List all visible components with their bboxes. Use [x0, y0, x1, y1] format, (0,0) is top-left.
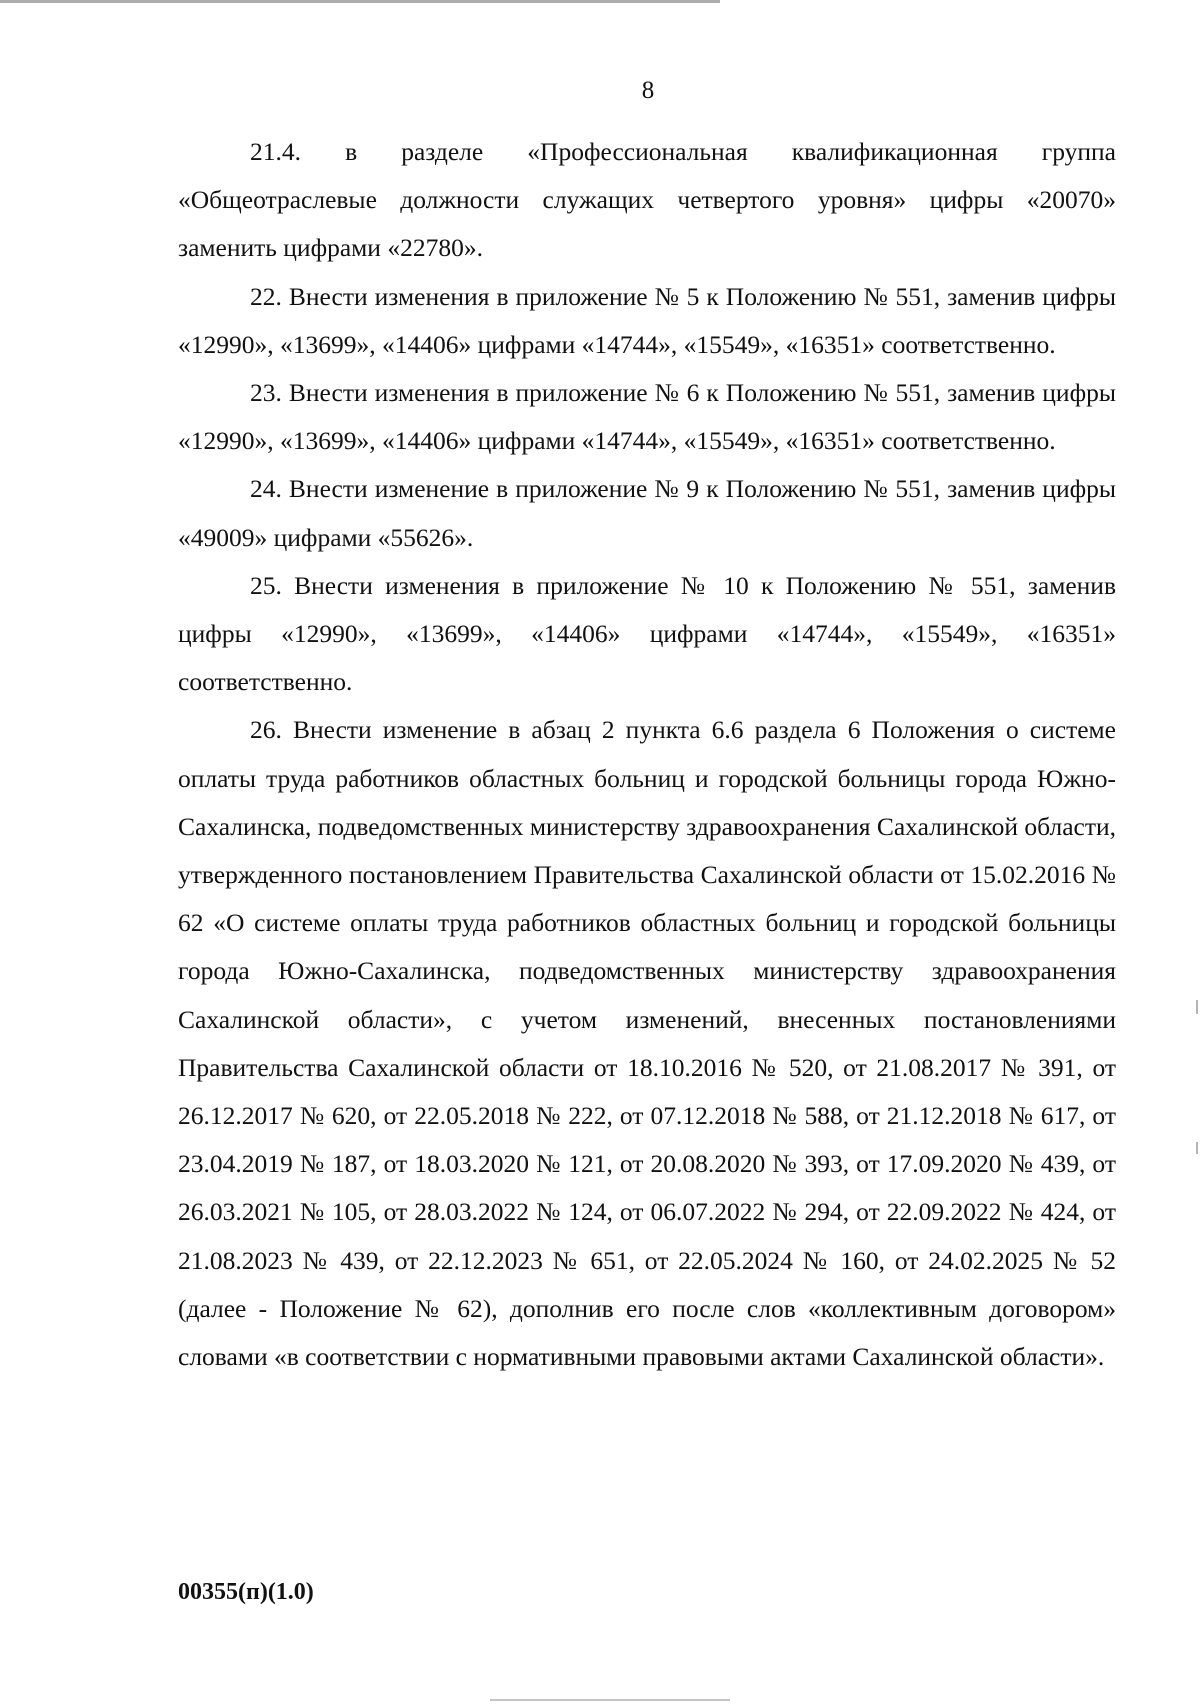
- document-body: [178, 128, 1116, 1381]
- scan-margin-mark: [1196, 1142, 1198, 1154]
- paragraph-21-4: 21.4. в разделе «Профессиональная квалификационная группа «Общеотраслевые должности служащих четвертого уровня» цифры «20070» заменить цифрами «22780».: [178, 137, 1116, 263]
- document-code: 00355(п)(1.0): [178, 1579, 314, 1605]
- paragraph-23: 23. Внести изменения в приложение № 6 к Положению № 551, заменив цифры «12990», «13699», «14406» цифрами «14744», «15549», «16351» соответственно.: [178, 378, 1116, 456]
- paragraph-24: 24. Внести изменение в приложение № 9 к Положению № 551, заменив цифры «49009» цифрами «55626».: [178, 474, 1116, 552]
- paragraph-25: 25. Внести изменения в приложение № 10 к Положению № 551, заменив цифры «12990», «13699», «14406» цифрами «14744», «15549», «16351» соответственно.: [178, 570, 1116, 697]
- page-number: 8: [641, 77, 655, 104]
- scan-bottom-edge: [490, 1699, 730, 1701]
- scan-margin-mark: [1196, 1000, 1198, 1014]
- paragraph-26: 26. Внести изменение в абзац 2 пункта 6.6 раздела 6 Положения о системе оплаты труда работников областных больниц и городской больницы города Южно-Сахалинска, подведомственных министерству здравоохранения Сахалинской области, утвержденного постановлением Правительства Сахалинской области от 15.02.2016 № 62 «О системе оплаты труда работников областных больниц и городской больницы города Южно-Сахалинска, подведомственных министерству здравоохранения Сахалинской области», с учетом изменений, внесенных постановлениями Правительства Сахалинской области от 18.10.2016 № 520, от 21.08.2017 № 391, от 26.12.2017 № 620, от 22.05.2018 № 222, от 07.12.2018 № 588, от 21.12.2018 № 617, от 23.04.2019 № 187, от 18.03.2020 № 121, от 20.08.2020 № 393, от 17.09.2020 № 439, от 26.03.2021 № 105, от 28.03.2022 № 124, от 06.07.2022 № 294, от 22.09.2022 № 424, от 21.08.2023 № 439, от 22.12.2023 № 651, от 22.05.2024 № 160, от 24.02.2025 № 52 (далее - Положение № 62), дополнив его после слов «коллективным договором» словами «в соответствии с нормативными правовыми актами Сахалинской области».: [178, 715, 1116, 1372]
- paragraph-22: 22. Внести изменения в приложение № 5 к Положению № 551, заменив цифры «12990», «13699», «14406» цифрами «14744», «15549», «16351» соответственно.: [178, 281, 1116, 359]
- scan-top-edge: [0, 0, 720, 3]
